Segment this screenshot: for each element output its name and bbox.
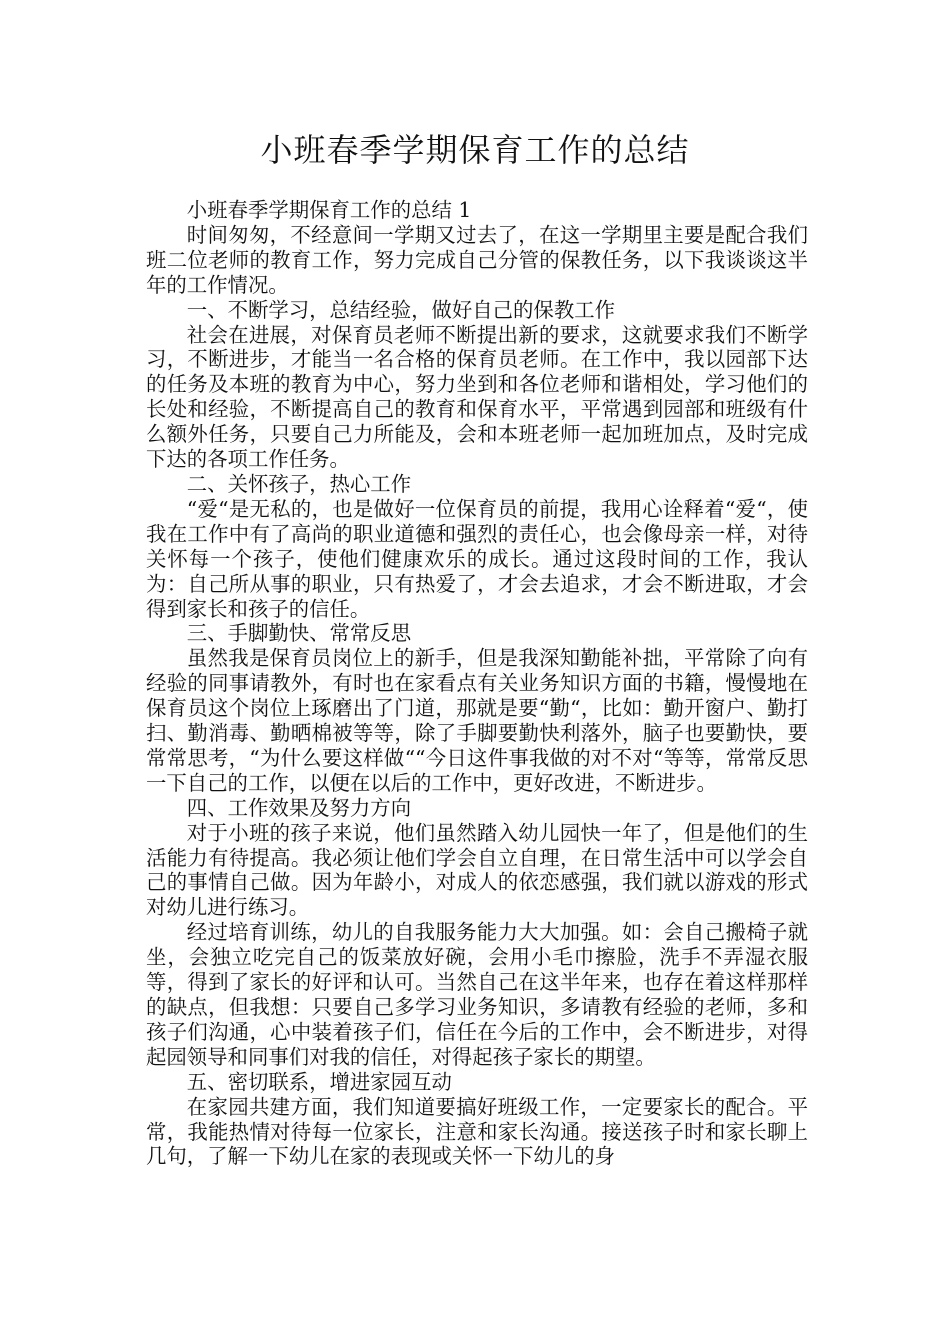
- section-1-paragraph: 社会在进展，对保育员老师不断提出新的要求，这就要求我们不断学习，不断进步，才能当一名合格的保育员老师。在工作中，我以园部下达的任务及本班的教育为中心，努力坐到和各位老师和谐相处，学习他们的长处和经验，不断提高自己的教育和保育水平，平常遇到园部和班级有什么额外任务，只要自己力所能及，会和本班老师一起加班加点，及时完成下达的各项工作任务。: [146, 322, 808, 472]
- section-5-paragraph: 在家园共建方面，我们知道要搞好班级工作，一定要家长的配合。平常，我能热情对待每一位家长，注意和家长沟通。接送孩子时和家长聊上几句，了解一下幼儿在家的表现或关怀一下幼儿的身: [146, 1094, 808, 1169]
- section-3-paragraph: 虽然我是保育员岗位上的新手，但是我深知勤能补拙，平常除了向有经验的同事请教外，有时也在家看点有关业务知识方面的书籍，慢慢地在保育员这个岗位上琢磨出了门道，那就是要“勤“，比如：勤开窗户、勤打扫、勤消毒、勤晒棉被等等，除了手脚要勤快利落外，脑子也要勤快，要常常思考，“为什么要这样做““今日这件事我做的对不对“等等，常常反思一下自己的工作，以便在以后的工作中，更好改进，不断进步。: [146, 646, 808, 795]
- subtitle-paragraph: 小班春季学期保育工作的总结 1: [186, 198, 472, 222]
- document-title: 小班春季学期保育工作的总结: [260, 131, 690, 169]
- section-heading-2: 二、关怀孩子，热心工作: [186, 471, 412, 496]
- section-4-paragraph-2: 经过培育训练，幼儿的自我服务能力大大加强。如：会自己搬椅子就坐，会独立吃完自己的饭菜放好碗，会用小毛巾擦脸，洗手不弄湿衣服等，得到了家长的好评和认可。当然自己在这半年来，也存在着这样那样的缺点，但我想：只要自己多学习业务知识，多请教有经验的老师，多和孩子们沟通，心中装着孩子们，信任在今后的工作中，会不断进步，对得起园领导和同事们对我的信任，对得起孩子家长的期望。: [146, 920, 808, 1069]
- section-heading-3: 三、手脚勤快、常常反思: [186, 621, 412, 646]
- intro-paragraph: 时间匆匆，不经意间一学期又过去了，在这一学期里主要是配合我们班二位老师的教育工作，努力完成自己分管的保教任务，以下我谈谈这半年的工作情况。: [146, 222, 808, 297]
- section-heading-1: 一、不断学习，总结经验，做好自己的保教工作: [186, 297, 615, 322]
- section-2-paragraph: “爱“是无私的，也是做好一位保育员的前提，我用心诠释着“爱“，使我在工作中有了高尚的职业道德和强烈的责任心，也会像母亲一样，对待关怀每一个孩子，使他们健康欢乐的成长。通过这段时间的工作，我认为：自己所从事的职业，只有热爱了，才会去追求，才会不断进取，才会得到家长和孩子的信任。: [146, 496, 808, 621]
- section-heading-5: 五、密切联系，增进家园互动: [186, 1069, 452, 1094]
- section-4-paragraph-1: 对于小班的孩子来说，他们虽然踏入幼儿园快一年了，但是他们的生活能力有待提高。我必须让他们学会自立自理，在日常生活中可以学会自己的事情自己做。因为年龄小，对成人的依恋感强，我们就以游戏的形式对幼儿进行练习。: [146, 820, 808, 920]
- document-body: [146, 198, 808, 1169]
- section-heading-4: 四、工作效果及努力方向: [186, 795, 412, 820]
